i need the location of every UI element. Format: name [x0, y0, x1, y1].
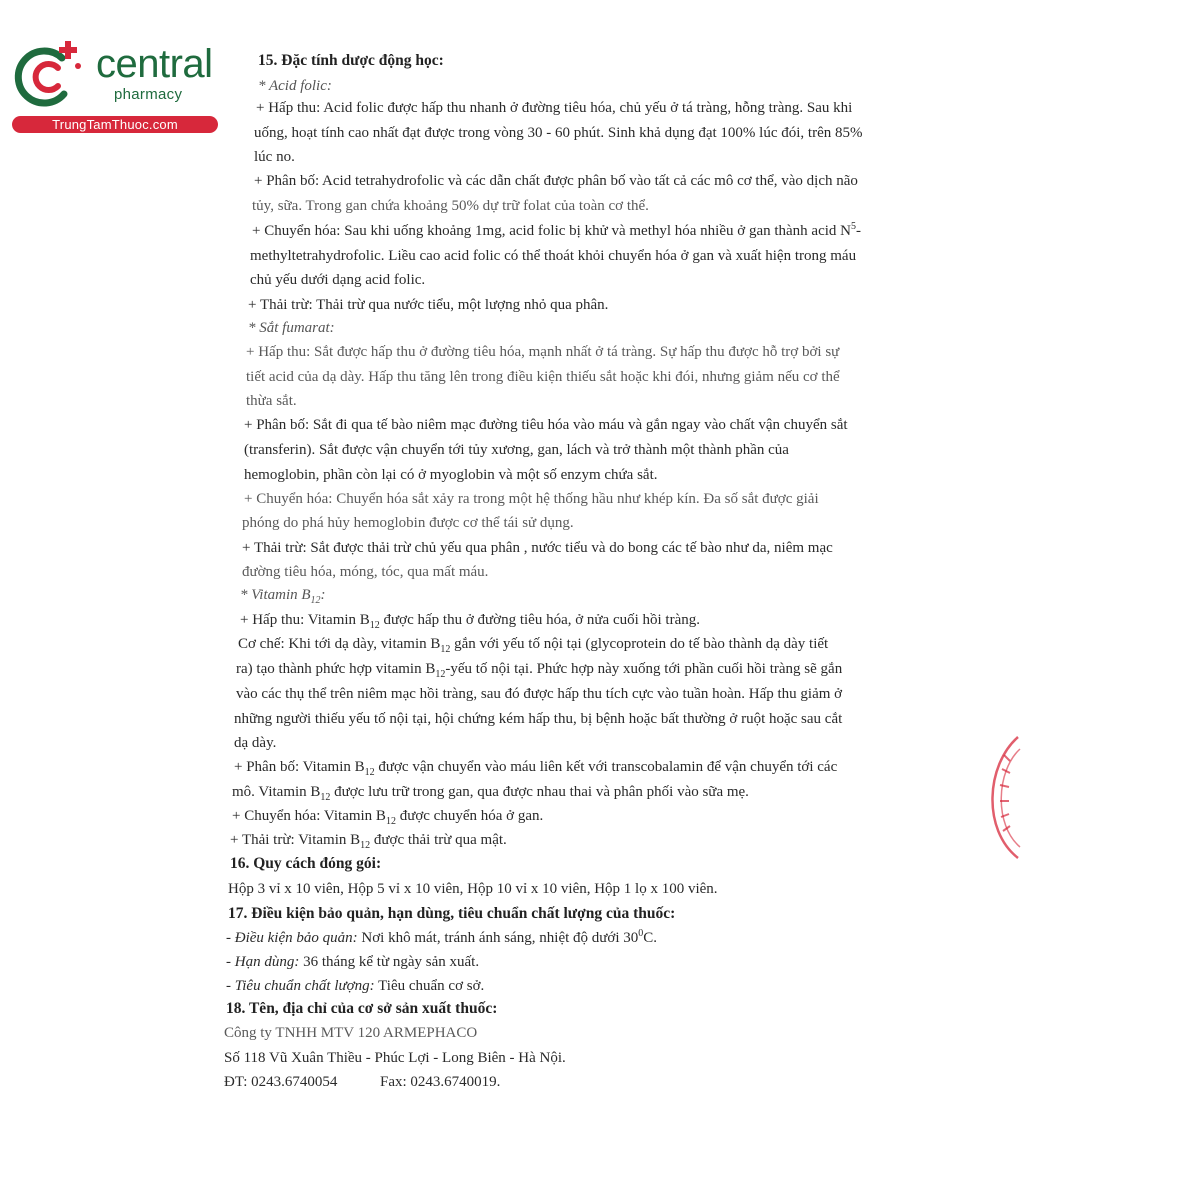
b12-mechanism-line: những người thiếu yếu tố nội tại, hội chứng kém hấp thu, bị bệnh hoặc bất thường ở ruột hoặc sau cắt	[234, 711, 843, 727]
expiry-line	[226, 953, 479, 971]
iron-absorption-line: + Hấp thu: Sắt được hấp thu ở đường tiêu hóa, mạnh nhất ở tá tràng. Sự hấp thu được hỗ trợ bởi sự	[246, 344, 840, 360]
b12-metabolism-line	[232, 807, 543, 825]
stamp-icon	[978, 735, 1022, 860]
iron-absorption-line: tiết acid của dạ dày. Hấp thu tăng lên trong điều kiện thiếu sắt hoặc khi đói, nhưng giảm nếu cơ thể	[246, 369, 840, 385]
subscript: 12	[360, 840, 371, 851]
b12-absorption-line	[240, 611, 700, 629]
iron-distribution-line: hemoglobin, phần còn lại có ở myoglobin và một số enzym chứa sắt.	[244, 467, 658, 483]
text-span: được lưu trữ trong gan, qua được nhau thai và phân phối vào sữa mẹ.	[330, 784, 749, 800]
folic-metabolism-line: chủ yếu dưới dạng acid folic.	[250, 272, 426, 288]
b12-distribution-line	[234, 758, 837, 776]
text-span: được hấp thu ở đường tiêu hóa, ở nửa cuối hồi tràng.	[379, 612, 701, 628]
section-18-heading: 18. Tên, địa chỉ của cơ sở sản xuất thuốc:	[226, 1000, 498, 1017]
expiry-label: - Hạn dùng:	[226, 954, 300, 970]
standard-line	[226, 977, 484, 995]
text-span: * Vitamin B	[240, 587, 311, 603]
subscript: 12	[440, 644, 451, 655]
iron-metabolism-line: phóng do phá hủy hemoglobin được cơ thể tái sử dụng.	[242, 515, 574, 531]
subscript: 12	[364, 767, 375, 778]
folic-metabolism-line	[252, 222, 861, 240]
superscript: 5	[851, 221, 856, 232]
text-span: được thải trừ qua mật.	[370, 832, 507, 848]
subscript: 12	[320, 792, 331, 803]
b12-mechanism-line: dạ dày.	[234, 735, 277, 751]
section-17-heading: 17. Điều kiện bảo quản, hạn dùng, tiêu chuẩn chất lượng của thuốc:	[228, 905, 676, 922]
subscript: 12	[369, 620, 380, 631]
subscript: 12	[435, 669, 446, 680]
folic-absorption-line: uống, hoạt tính cao nhất đạt được trong vòng 30 - 60 phút. Sinh khả dụng đạt 100% lúc đói, trên 85%	[254, 125, 863, 141]
folic-excretion-line: + Thải trừ: Thải trừ qua nước tiểu, một lượng nhỏ qua phân.	[248, 297, 609, 313]
text-span: + Hấp thu: Vitamin B	[240, 612, 370, 628]
logo-subtitle: pharmacy	[114, 86, 183, 103]
storage-label: - Điều kiện bảo quản:	[226, 930, 358, 946]
text-span: Nơi khô mát, tránh ánh sáng, nhiệt độ dưới 30	[357, 930, 639, 946]
company-address: Số 118 Vũ Xuân Thiều - Phúc Lợi - Long Biên - Hà Nội.	[224, 1050, 566, 1066]
folic-absorption-line: + Hấp thu: Acid folic được hấp thu nhanh ở đường tiêu hóa, chủ yếu ở tá tràng, hỗng tràng. Sau khi	[256, 100, 853, 116]
iron-distribution-line: (transferin). Sắt được vận chuyển tới tủy xương, gan, lách và trở thành một thành phần của	[244, 442, 789, 458]
text-span: mô. Vitamin B	[232, 784, 321, 800]
standard-label: - Tiêu chuẩn chất lượng:	[226, 978, 375, 994]
text-span: + Phân bố: Vitamin B	[234, 759, 365, 775]
text-span: -	[856, 223, 861, 239]
packaging-text: Hộp 3 vỉ x 10 viên, Hộp 5 vỉ x 10 viên, Hộp 10 vỉ x 10 viên, Hộp 1 lọ x 100 viên.	[228, 881, 718, 897]
b12-distribution-line	[232, 783, 749, 801]
text-span: C.	[643, 930, 658, 946]
storage-line	[226, 929, 657, 947]
text-span: + Chuyển hóa: Vitamin B	[232, 808, 386, 824]
b12-mechanism-line	[238, 635, 828, 653]
iron-excretion-line: + Thải trừ: Sắt được thải trừ chủ yếu qua phân , nước tiểu và do bong các tế bào như da, niêm mạc	[242, 540, 833, 556]
iron-absorption-line: thừa sắt.	[246, 393, 297, 409]
text-span: 36 tháng kể từ ngày sản xuất.	[299, 954, 480, 970]
b12-excretion-line	[230, 831, 507, 849]
b12-mechanism-line: vào các thụ thể trên niêm mạc hồi tràng, sau đó được hấp thu tích cực vào tuần hoàn. Hấp thu giảm ở	[236, 686, 843, 702]
b12-title	[240, 586, 326, 604]
b12-mechanism-line	[236, 660, 842, 678]
section-15-heading: 15. Đặc tính dược động học:	[258, 52, 444, 69]
text-span: -yếu tố nội tại. Phức hợp này xuống tới phần cuối hồi tràng sẽ gắn	[445, 661, 843, 677]
logo-website: TrungTamThuoc.com	[12, 116, 218, 133]
text-span: gắn với yếu tố nội tại (glycoprotein do tế bào thành dạ dày tiết	[450, 636, 829, 652]
text-span: + Chuyển hóa: Sau khi uống khoảng 1mg, acid folic bị khử và methyl hóa nhiều ở gan thành acid N	[252, 223, 851, 239]
text-span: ra) tạo thành phức hợp vitamin B	[236, 661, 436, 677]
company-name: Công ty TNHH MTV 120 ARMEPHACO	[224, 1025, 478, 1041]
text-span: + Thải trừ: Vitamin B	[230, 832, 361, 848]
iron-excretion-line: đường tiêu hóa, móng, tóc, qua mất máu.	[242, 564, 489, 580]
iron-metabolism-line: + Chuyển hóa: Chuyển hóa sắt xảy ra trong một hệ thống hầu như khép kín. Đa số sắt được giải	[244, 491, 819, 507]
text-span: :	[320, 587, 326, 603]
iron-title: * Sắt fumarat:	[248, 320, 335, 336]
superscript: 0	[638, 928, 644, 939]
company-phone: ĐT: 0243.6740054	[224, 1074, 338, 1090]
text-span: được chuyển hóa ở gan.	[395, 808, 544, 824]
section-16-heading: 16. Quy cách đóng gói:	[230, 855, 382, 872]
text-span: Tiêu chuẩn cơ sở.	[374, 978, 485, 994]
logo-wordmark: central	[96, 42, 213, 86]
folic-absorption-line: lúc no.	[254, 149, 295, 165]
subscript: 12	[310, 595, 321, 606]
folic-distribution-line: tủy, sữa. Trong gan chứa khoảng 50% dự trữ folat của toàn cơ thể.	[252, 198, 649, 214]
folic-title: * Acid folic:	[258, 78, 332, 94]
text-span: được vận chuyển vào máu liên kết với transcobalamin để vận chuyển tới các	[374, 759, 838, 775]
iron-distribution-line: + Phân bố: Sắt đi qua tế bào niêm mạc đường tiêu hóa vào máu và gắn ngay vào chất vận chuyển sắt	[244, 417, 848, 433]
text-span: Cơ chế: Khi tới dạ dày, vitamin B	[238, 636, 441, 652]
subscript: 12	[385, 816, 396, 827]
company-fax: Fax: 0243.6740019.	[380, 1074, 501, 1090]
folic-metabolism-line: methyltetrahydrofolic. Liều cao acid folic có thể thoát khỏi chuyển hóa ở gan và xuất hiện trong máu	[250, 248, 857, 264]
folic-distribution-line: + Phân bố: Acid tetrahydrofolic và các dẫn chất được phân bố vào tất cả các mô cơ thể, vào dịch não	[254, 173, 858, 189]
